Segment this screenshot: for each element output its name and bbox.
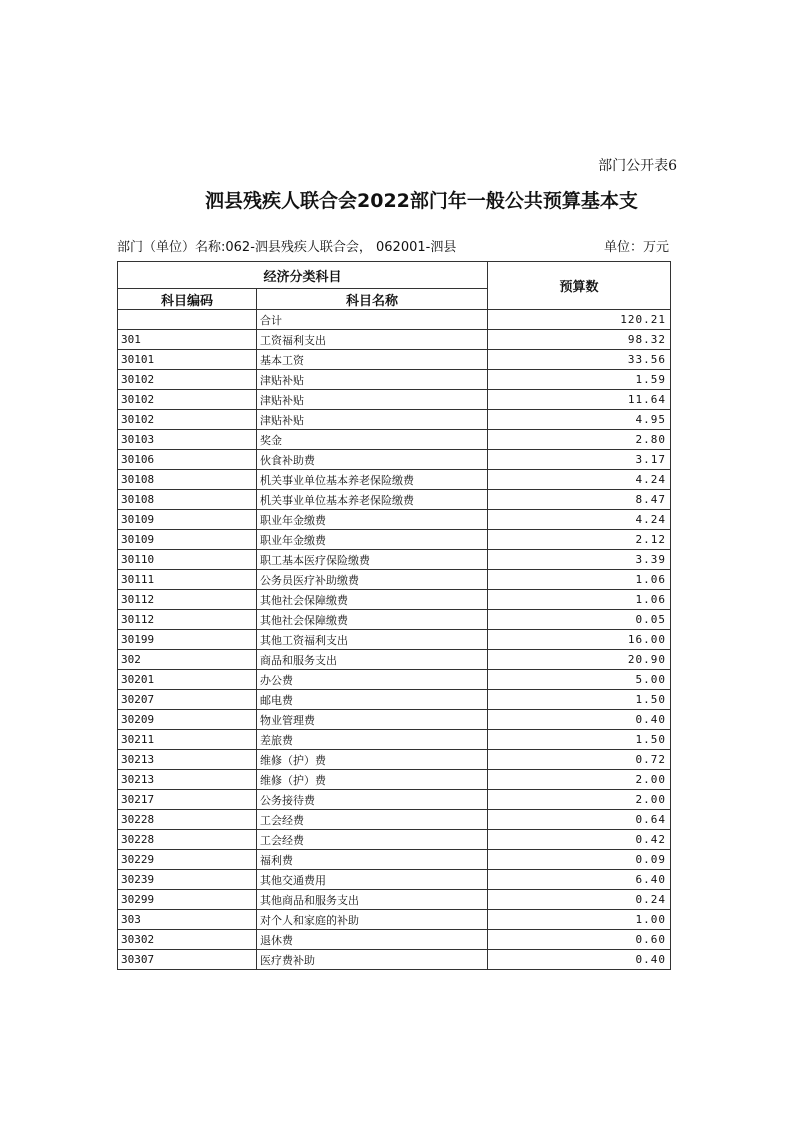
row-name: 奖金 — [257, 430, 488, 450]
row-name: 商品和服务支出 — [257, 650, 488, 670]
row-amount: 3.17 — [488, 450, 671, 470]
row-name: 职工基本医疗保险缴费 — [257, 550, 488, 570]
row-name: 机关事业单位基本养老保险缴费 — [257, 470, 488, 490]
row-name: 津贴补贴 — [257, 370, 488, 390]
row-name: 福利费 — [257, 850, 488, 870]
table-row — [118, 350, 671, 370]
row-name: 公务员医疗补助缴费 — [257, 570, 488, 590]
table-row — [118, 610, 671, 630]
row-name: 工资福利支出 — [257, 330, 488, 350]
row-code: 30102 — [118, 370, 257, 390]
row-amount: 33.56 — [488, 350, 671, 370]
row-name: 对个人和家庭的补助 — [257, 910, 488, 930]
row-amount: 16.00 — [488, 630, 671, 650]
row-code: 30299 — [118, 890, 257, 910]
row-code: 301 — [118, 330, 257, 350]
row-name: 其他社会保障缴费 — [257, 610, 488, 630]
table-row — [118, 850, 671, 870]
row-code: 30106 — [118, 450, 257, 470]
table-row — [118, 670, 671, 690]
group-header: 经济分类科目 — [118, 262, 488, 289]
unit-label: 单位：万元 — [603, 240, 669, 255]
table-row — [118, 790, 671, 810]
table-row — [118, 730, 671, 750]
row-code: 30111 — [118, 570, 257, 590]
row-name: 伙食补助费 — [257, 450, 488, 470]
row-amount: 2.12 — [488, 530, 671, 550]
row-code: 30109 — [118, 510, 257, 530]
table-row — [118, 650, 671, 670]
table-row — [118, 770, 671, 790]
table-row — [118, 550, 671, 570]
table-row — [118, 870, 671, 890]
row-code: 30108 — [118, 470, 257, 490]
row-amount: 20.90 — [488, 650, 671, 670]
table-row — [118, 930, 671, 950]
row-amount: 0.64 — [488, 810, 671, 830]
row-amount: 0.40 — [488, 950, 671, 970]
row-amount: 2.00 — [488, 790, 671, 810]
row-amount: 3.39 — [488, 550, 671, 570]
row-code: 30101 — [118, 350, 257, 370]
row-amount: 1.06 — [488, 570, 671, 590]
row-amount: 2.80 — [488, 430, 671, 450]
row-code: 30109 — [118, 530, 257, 550]
row-code: 30302 — [118, 930, 257, 950]
row-amount: 4.24 — [488, 470, 671, 490]
table-row — [118, 470, 671, 490]
row-amount: 6.40 — [488, 870, 671, 890]
name-header: 科目名称 — [257, 289, 488, 310]
row-name: 机关事业单位基本养老保险缴费 — [257, 490, 488, 510]
row-name: 职业年金缴费 — [257, 510, 488, 530]
table-row — [118, 390, 671, 410]
code-header: 科目编码 — [118, 289, 257, 310]
table-row — [118, 750, 671, 770]
row-amount: 0.09 — [488, 850, 671, 870]
row-code: 30102 — [118, 410, 257, 430]
row-name: 工会经费 — [257, 810, 488, 830]
row-amount: 2.00 — [488, 770, 671, 790]
row-code: 302 — [118, 650, 257, 670]
row-code: 30112 — [118, 590, 257, 610]
row-code: 30211 — [118, 730, 257, 750]
table-row — [118, 910, 671, 930]
row-name: 工会经费 — [257, 830, 488, 850]
row-code: 30102 — [118, 390, 257, 410]
row-name: 其他工资福利支出 — [257, 630, 488, 650]
row-code: 30229 — [118, 850, 257, 870]
row-name: 其他交通费用 — [257, 870, 488, 890]
table-row — [118, 450, 671, 470]
table-row — [118, 950, 671, 970]
row-code: 30201 — [118, 670, 257, 690]
row-name: 津贴补贴 — [257, 390, 488, 410]
table-row — [118, 490, 671, 510]
row-code: 30207 — [118, 690, 257, 710]
row-name: 职业年金缴费 — [257, 530, 488, 550]
row-code: 30239 — [118, 870, 257, 890]
table-row — [118, 830, 671, 850]
row-amount: 4.24 — [488, 510, 671, 530]
row-code: 30112 — [118, 610, 257, 630]
row-code: 30103 — [118, 430, 257, 450]
table-row — [118, 530, 671, 550]
row-amount: 0.60 — [488, 930, 671, 950]
row-name: 医疗费补助 — [257, 950, 488, 970]
row-code: 303 — [118, 910, 257, 930]
row-amount: 1.59 — [488, 370, 671, 390]
table-row — [118, 370, 671, 390]
table-row — [118, 410, 671, 430]
row-amount: 0.05 — [488, 610, 671, 630]
row-code — [118, 310, 257, 330]
row-code: 30110 — [118, 550, 257, 570]
table-row — [118, 710, 671, 730]
row-name: 维修（护）费 — [257, 750, 488, 770]
row-name: 津贴补贴 — [257, 410, 488, 430]
table-row — [118, 690, 671, 710]
row-name: 物业管理费 — [257, 710, 488, 730]
department-name: 部门（单位）名称:062-泗县残疾人联合会， 062001-泗县 — [117, 240, 457, 255]
row-code: 30213 — [118, 770, 257, 790]
table-row — [118, 430, 671, 450]
row-name: 退休费 — [257, 930, 488, 950]
row-amount: 0.24 — [488, 890, 671, 910]
row-code: 30209 — [118, 710, 257, 730]
row-code: 30199 — [118, 630, 257, 650]
row-name: 合计 — [257, 310, 488, 330]
table-row — [118, 810, 671, 830]
row-name: 其他社会保障缴费 — [257, 590, 488, 610]
table-row — [118, 570, 671, 590]
table-row — [118, 590, 671, 610]
budget-table — [117, 261, 671, 970]
row-name: 办公费 — [257, 670, 488, 690]
table-row — [118, 510, 671, 530]
table-row — [118, 330, 671, 350]
row-amount: 120.21 — [488, 310, 671, 330]
row-name: 基本工资 — [257, 350, 488, 370]
row-name: 差旅费 — [257, 730, 488, 750]
row-amount: 5.00 — [488, 670, 671, 690]
row-code: 30228 — [118, 810, 257, 830]
table-body — [118, 310, 671, 970]
row-code: 30217 — [118, 790, 257, 810]
row-code: 30307 — [118, 950, 257, 970]
row-amount: 0.42 — [488, 830, 671, 850]
row-amount: 0.40 — [488, 710, 671, 730]
row-name: 维修（护）费 — [257, 770, 488, 790]
page-title: 泗县残疾人联合会2022部门年一般公共预算基本支 — [205, 190, 638, 212]
amount-header: 预算数 — [488, 262, 671, 310]
row-code: 30108 — [118, 490, 257, 510]
row-name: 公务接待费 — [257, 790, 488, 810]
table-row — [118, 630, 671, 650]
row-amount: 11.64 — [488, 390, 671, 410]
row-name: 邮电费 — [257, 690, 488, 710]
row-code: 30228 — [118, 830, 257, 850]
row-amount: 98.32 — [488, 330, 671, 350]
row-amount: 1.06 — [488, 590, 671, 610]
row-amount: 1.50 — [488, 730, 671, 750]
table-row — [118, 890, 671, 910]
row-amount: 8.47 — [488, 490, 671, 510]
row-name: 其他商品和服务支出 — [257, 890, 488, 910]
row-amount: 1.50 — [488, 690, 671, 710]
row-amount: 0.72 — [488, 750, 671, 770]
row-amount: 1.00 — [488, 910, 671, 930]
table-number: 部门公开表6 — [598, 158, 677, 174]
table-row — [118, 310, 671, 330]
row-amount: 4.95 — [488, 410, 671, 430]
row-code: 30213 — [118, 750, 257, 770]
